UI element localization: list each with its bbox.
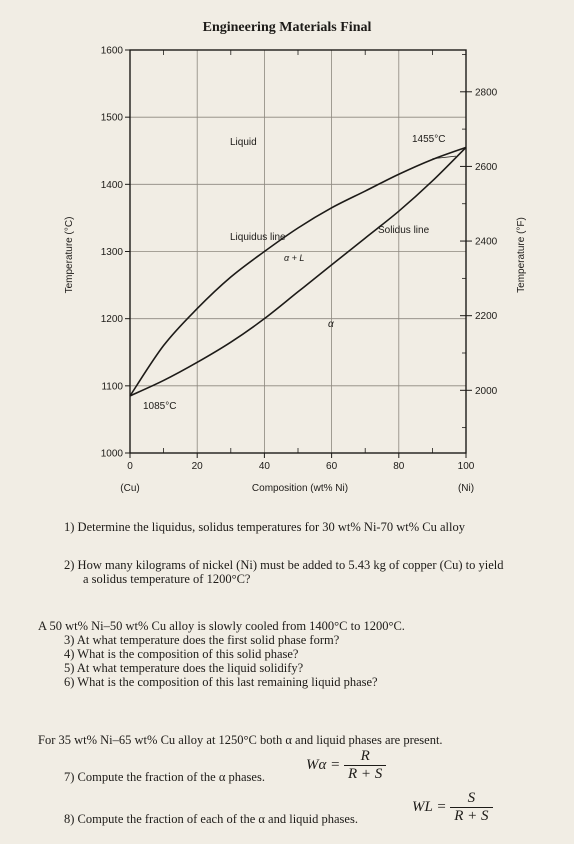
problem-intro-50-50: A 50 wt% Ni–50 wt% Cu alloy is slowly cooled from 1400°C to 1200°C.	[38, 619, 405, 633]
question-8: 8) Compute the fraction of each of the α and liquid phases.	[64, 812, 358, 826]
right-tick-label: 2800	[475, 87, 498, 99]
alpha-fraction-formula	[306, 748, 386, 783]
right-tick-label: 2600	[475, 161, 498, 173]
liquid-fraction-lhs: WL =	[412, 798, 447, 815]
question-2-line-1: 2) How many kilograms of nickel (Ni) must be added to 5.43 kg of copper (Cu) to yield	[64, 558, 504, 572]
left-tick-label: 1000	[100, 448, 123, 460]
x-axis-label: Composition (wt% Ni)	[251, 483, 349, 494]
right-tick-label: 2400	[475, 236, 498, 248]
left-axis-label: Temperature (°C)	[64, 216, 75, 294]
ni-melting-point-label: 1455°C	[412, 134, 446, 145]
question-4: 4) What is the composition of this solid phase?	[64, 647, 299, 661]
alpha-region-label: α	[328, 319, 334, 330]
page-title: Engineering Materials Final	[202, 20, 372, 35]
question-2	[64, 558, 564, 586]
alpha-plus-liquid-label: α + L	[284, 253, 305, 263]
liquid-fraction-fraction	[450, 790, 492, 825]
alpha-fraction-numerator: R	[344, 748, 386, 766]
question-6: 6) What is the composition of this last remaining liquid phase?	[64, 675, 378, 689]
question-2-line-2: a solidus temperature of 1200°C?	[83, 572, 251, 586]
x-tick-label: 0	[127, 461, 133, 472]
right-tick-label: 2200	[475, 311, 498, 323]
liquidus-line-label: Liquidus line	[230, 232, 286, 243]
liquid-region-label: Liquid	[230, 137, 257, 148]
x-tick-label: 100	[457, 461, 475, 472]
x-tick-label: 40	[258, 461, 270, 472]
x-tick-label: 80	[393, 461, 405, 472]
liquid-fraction-denominator: R + S	[454, 808, 489, 824]
left-axis-ticks	[101, 46, 130, 460]
x-axis-right-end-label: (Ni)	[457, 483, 475, 494]
question-1: 1) Determine the liquidus, solidus temperatures for 30 wt% Ni-70 wt% Cu alloy	[64, 520, 465, 534]
left-tick-label: 1400	[100, 179, 123, 191]
question-3: 3) At what temperature does the first solid phase form?	[64, 633, 340, 647]
alpha-fraction-denominator: R + S	[348, 766, 383, 782]
problem-intro-35-65: For 35 wt% Ni–65 wt% Cu alloy at 1250°C both α and liquid phases are present.	[38, 733, 443, 747]
chart-grid	[130, 50, 466, 453]
alpha-fraction-lhs: Wα =	[306, 756, 341, 773]
liquid-fraction-formula	[412, 790, 493, 825]
x-axis-left-end-label: (Cu)	[120, 483, 140, 494]
x-tick-label: 20	[191, 461, 203, 472]
left-tick-label: 1300	[100, 247, 123, 258]
right-axis-label: Temperature (°F)	[516, 217, 527, 293]
left-tick-label: 1100	[101, 381, 123, 393]
cu-melting-point-label: 1085°C	[143, 401, 177, 412]
left-tick-label: 1200	[100, 314, 123, 326]
question-5: 5) At what temperature does the liquid solidify?	[64, 661, 304, 675]
liquid-fraction-numerator: S	[450, 790, 492, 808]
question-7: 7) Compute the fraction of the α phases.	[64, 770, 265, 784]
left-tick-label: 1600	[100, 45, 123, 57]
solidus-line-label: Solidus line	[378, 225, 430, 236]
x-tick-label: 60	[326, 461, 338, 472]
left-tick-label: 1500	[100, 112, 123, 124]
alpha-fraction-fraction	[344, 748, 386, 783]
right-tick-label: 2000	[475, 385, 498, 397]
